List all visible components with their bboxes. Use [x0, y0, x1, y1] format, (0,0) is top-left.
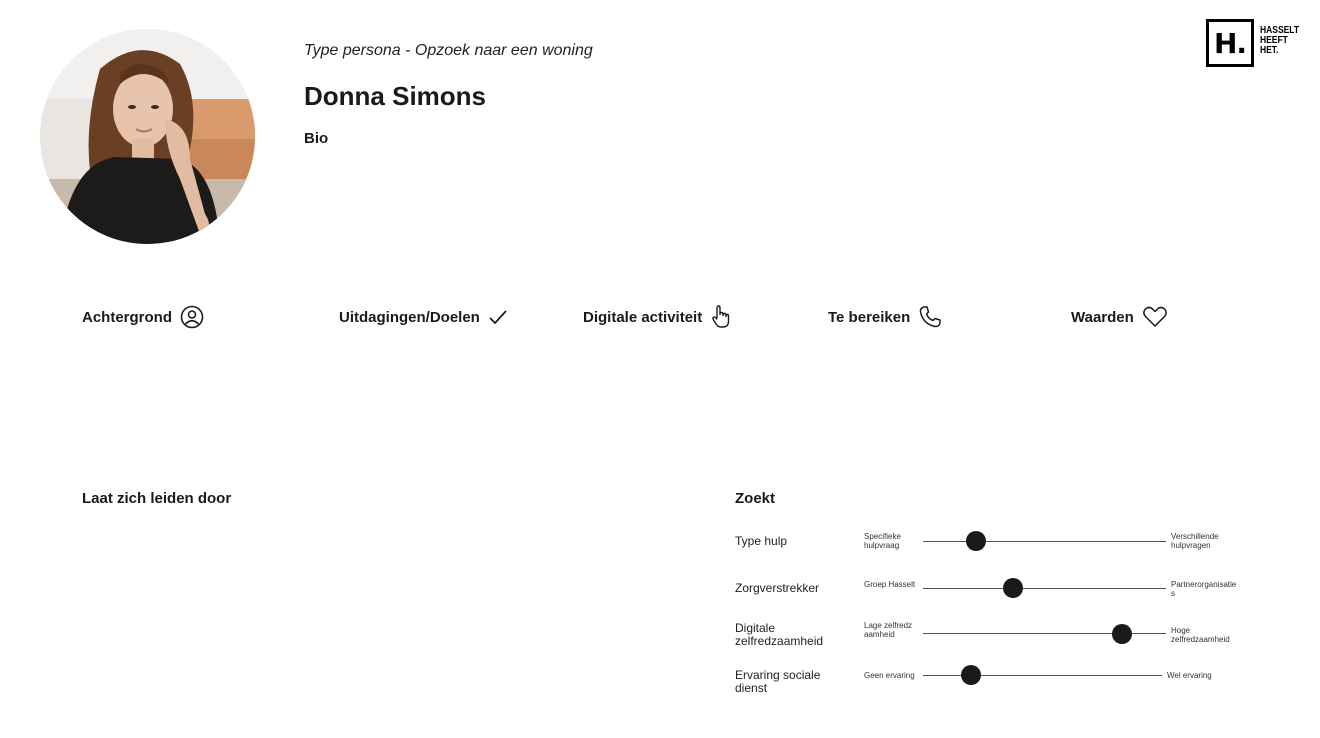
logo-line: HEEFT — [1260, 35, 1288, 46]
tab-label: Waarden — [1071, 308, 1134, 326]
tab-label: Uitdagingen/Doelen — [339, 308, 480, 326]
hasselt-logo — [1206, 19, 1306, 67]
logo-mark: H. — [1206, 19, 1254, 67]
slider-knob[interactable] — [961, 665, 981, 685]
slider-left-label: Geen ervaring — [864, 671, 915, 680]
slider-label: Digitale zelfredzaamheid — [735, 621, 824, 648]
tab-uitdagingen-doelen[interactable] — [339, 305, 508, 329]
persona-type-subtitle: Type persona - Opzoek naar een woning — [304, 42, 593, 59]
slider-track — [923, 588, 1166, 589]
tab-label: Digitale activiteit — [583, 308, 703, 326]
slider-track — [923, 675, 1162, 676]
slider-label: Type hulp — [735, 534, 788, 548]
slider-track — [923, 541, 1166, 542]
logo-wordmark — [1260, 26, 1299, 56]
tab-label: Te bereiken — [828, 308, 911, 326]
tab-achtergrond[interactable] — [82, 305, 204, 329]
slider-right-label: Hoge zelfredzaamheid — [1171, 626, 1230, 644]
slider-knob[interactable] — [966, 531, 986, 551]
bio-label: Bio — [304, 130, 329, 147]
tab-label: Achtergrond — [82, 308, 172, 326]
tab-digitale-activiteit[interactable] — [583, 305, 732, 329]
slider-right-label: Verschillende hulpvragen — [1171, 532, 1219, 550]
checkmark-icon — [488, 307, 508, 327]
slider-knob[interactable] — [1112, 624, 1132, 644]
persona-photo — [40, 29, 255, 244]
slider-left-label: Lage zelfredzaamheid — [864, 621, 913, 639]
user-circle-icon — [180, 305, 204, 329]
tab-waarden[interactable] — [1071, 305, 1168, 329]
slider-left-label: Specifieke hulpvraag — [864, 532, 901, 550]
logo-line: HASSELT — [1260, 25, 1300, 36]
guided-by-title: Laat zich leiden door — [82, 490, 232, 507]
slider-right-label: Partnerorganisaties — [1171, 580, 1237, 598]
heart-icon — [1142, 305, 1168, 329]
persona-avatar — [40, 29, 255, 244]
logo-line: HET. — [1260, 45, 1279, 56]
slider-knob[interactable] — [1003, 578, 1023, 598]
slider-label: Zorgverstrekker — [735, 581, 820, 595]
persona-name: Donna Simons — [304, 81, 487, 111]
seeks-title: Zoekt — [735, 490, 776, 507]
slider-label: Ervaring sociale dienst — [735, 668, 821, 695]
pointer-hand-icon — [710, 305, 732, 329]
slider-left-label: Groep Hasselt — [864, 580, 916, 589]
tab-te-bereiken[interactable] — [828, 305, 942, 329]
slider-right-label: Wel ervaring — [1167, 671, 1212, 680]
phone-icon — [918, 305, 942, 329]
